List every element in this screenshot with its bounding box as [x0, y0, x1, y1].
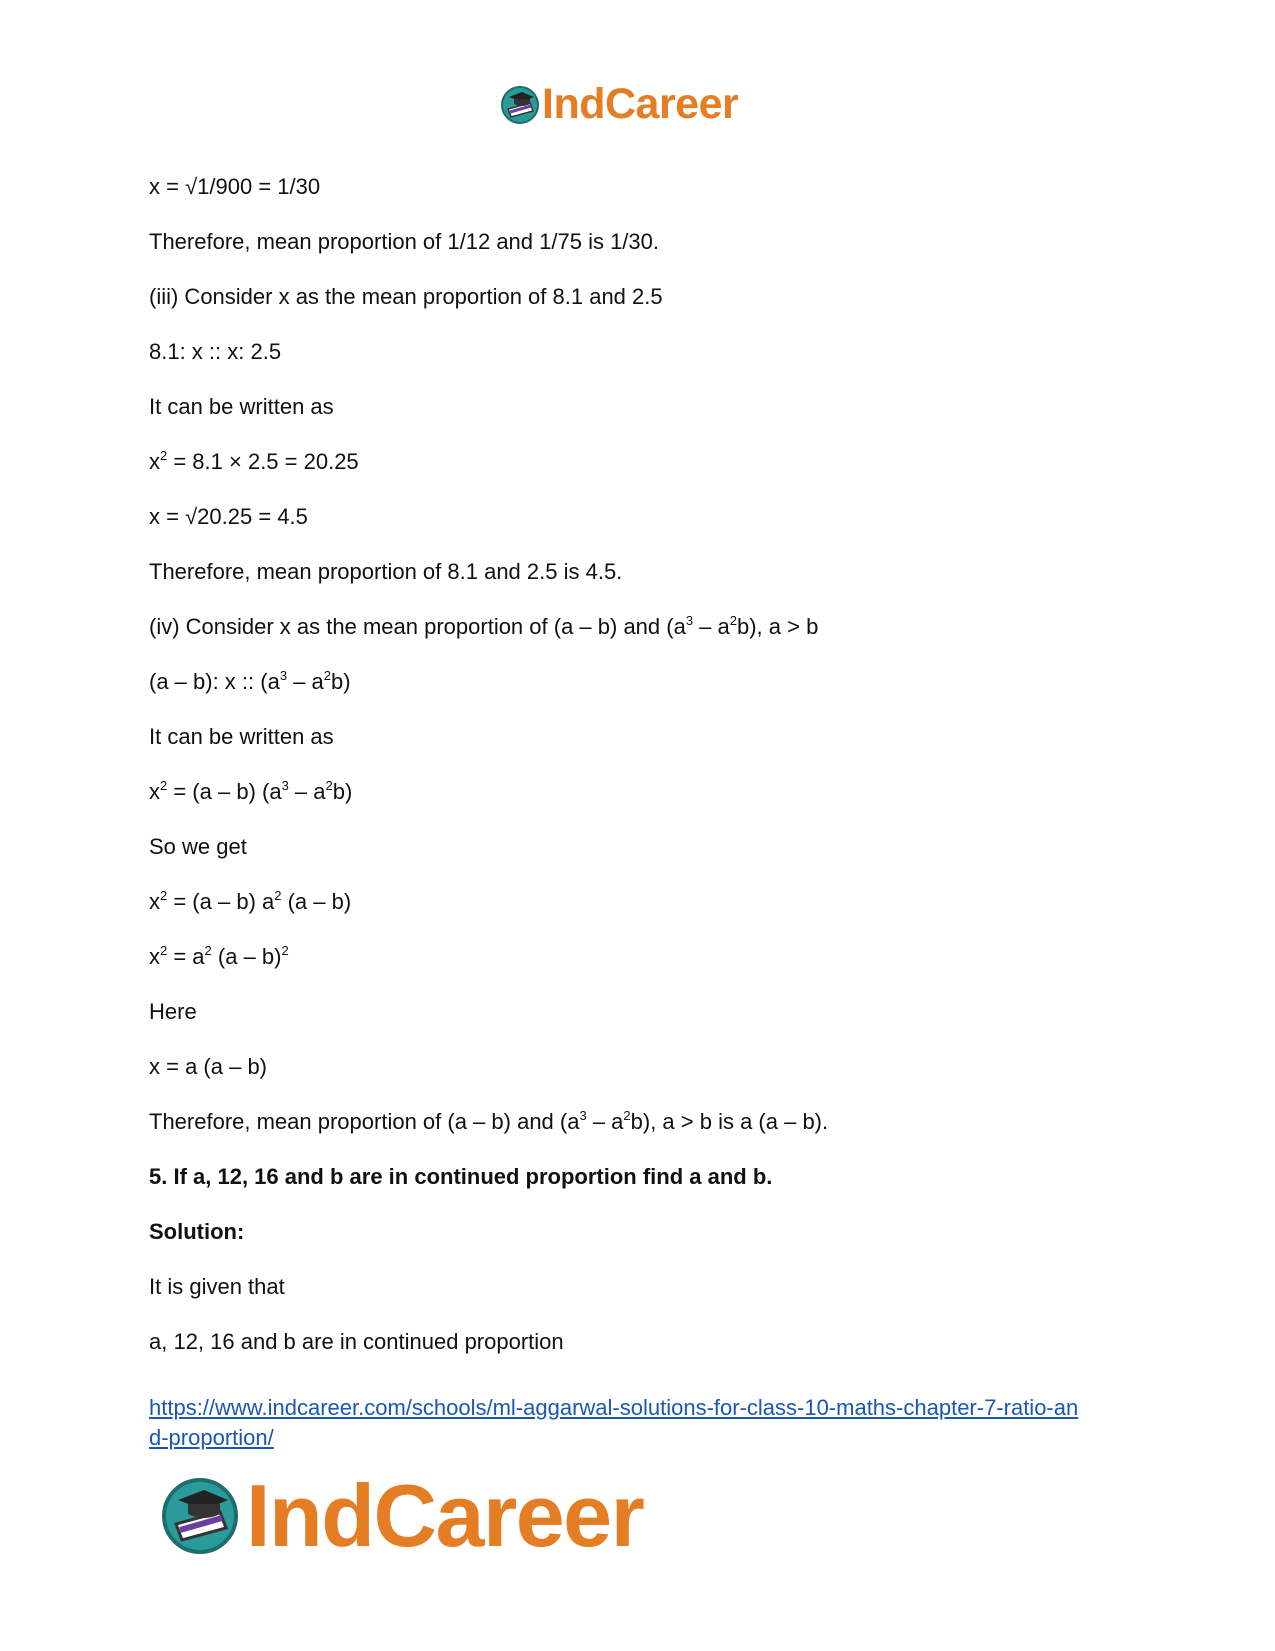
- text-line: a, 12, 16 and b are in continued proportion: [149, 1329, 564, 1354]
- equation-line: $x^2 = (a - b)$ $(a^3 - a^2b)$: [149, 778, 353, 804]
- equation-line: Therefore, mean proportion of (a – b) and $(a^3 - a^2b)$, a > b is a (a – b).: [149, 1108, 829, 1134]
- header-logo: [500, 80, 738, 129]
- text-line: Therefore, mean proportion of 1/12 and 1/75 is 1/30.: [149, 229, 659, 254]
- globe-book-icon: [500, 85, 540, 125]
- text-line: It can be written as: [149, 724, 334, 749]
- text-line: (iii) Consider x as the mean proportion of 8.1 and 2.5: [149, 284, 663, 309]
- source-link[interactable]: [149, 1393, 1129, 1453]
- text-line: Here: [149, 999, 197, 1024]
- question-heading: 5. If a, 12, 16 and b are in continued proportion find a and b.: [149, 1164, 773, 1189]
- text-line: It can be written as: [149, 394, 334, 419]
- equation-line: $x^2 = a^2$ (a – b)$^2$: [149, 943, 289, 969]
- document-body: [149, 172, 1129, 1382]
- text-line: x = √1/900 = 1/30: [149, 174, 321, 199]
- link-line-1[interactable]: https://www.indcareer.com/schools/ml-aggarwal-solutions-for-class-10-maths-chapter-7-ratio-an: [149, 1395, 1079, 1420]
- equation-line: (iv) Consider x as the mean proportion of (a – b) and $(a^3 - a^2b)$, a > b: [149, 613, 819, 639]
- equation-line: (a – b): x :: $(a^3 - a^2b)$: [149, 668, 351, 694]
- text-line: It is given that: [149, 1274, 285, 1299]
- footer-logo: [160, 1465, 643, 1567]
- text-line: So we get: [149, 834, 247, 859]
- logo-text: IndCareer: [542, 80, 739, 128]
- logo-text: IndCareer: [246, 1466, 644, 1565]
- equation-line: $x^2 = 8.1 \times 2.5 = 20.25$: [149, 448, 359, 474]
- text-line: 8.1: x :: x: 2.5: [149, 339, 282, 364]
- globe-book-icon: [160, 1476, 240, 1556]
- text-line: Therefore, mean proportion of 8.1 and 2.5 is 4.5.: [149, 559, 623, 584]
- equation-line: $x^2 = (a - b)$ $a^2$ (a – b): [149, 888, 352, 914]
- text-line: x = a (a – b): [149, 1054, 268, 1079]
- text-line: x = √20.25 = 4.5: [149, 504, 308, 529]
- solution-label: Solution:: [149, 1219, 245, 1244]
- link-line-2[interactable]: d-proportion/: [149, 1425, 274, 1450]
